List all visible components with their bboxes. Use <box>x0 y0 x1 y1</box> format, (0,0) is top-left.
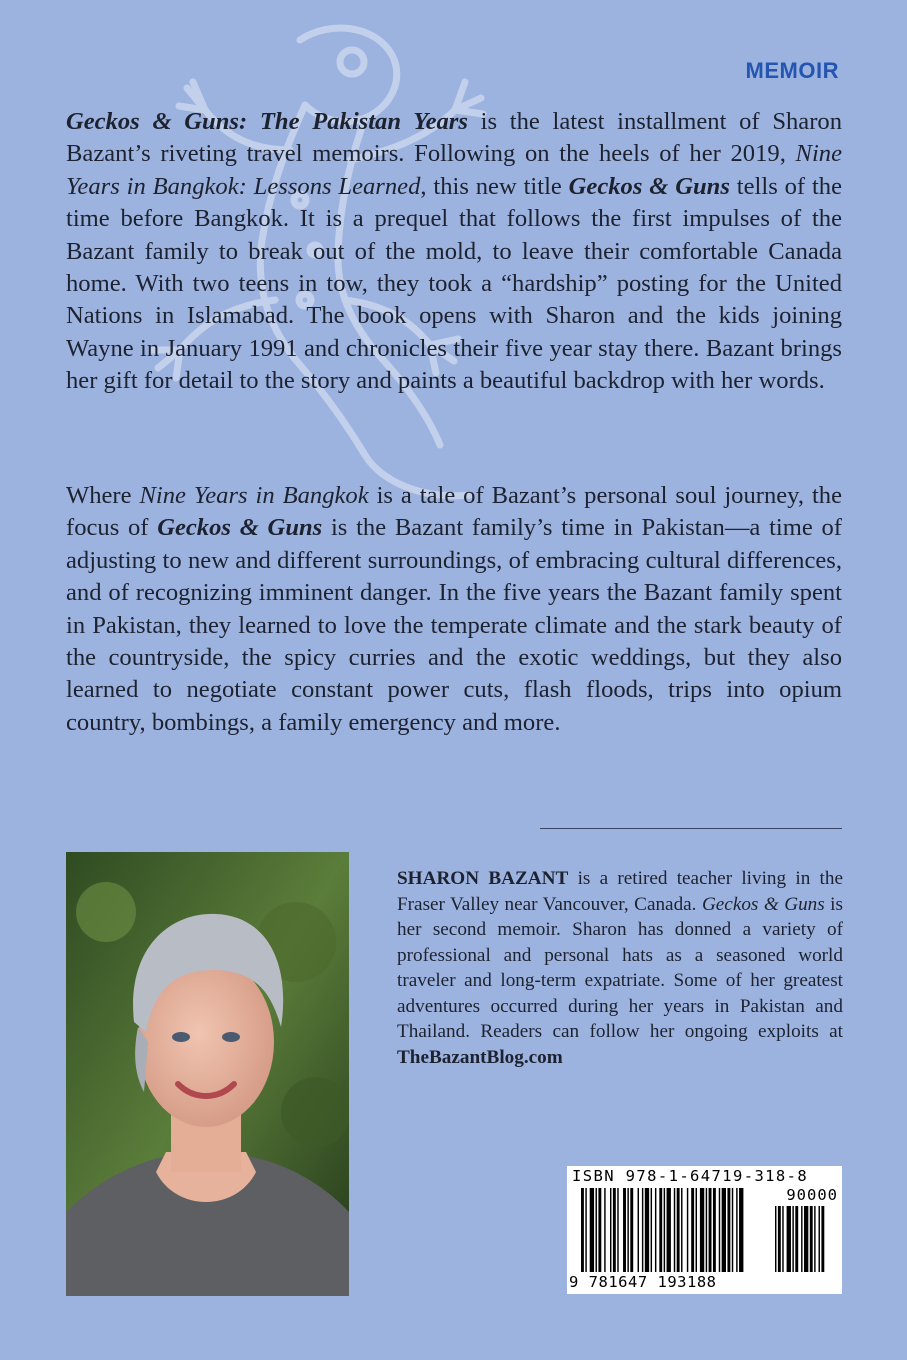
barcode-digits: 9 781647 193188 <box>569 1273 717 1291</box>
category-label: MEMOIR <box>745 58 839 83</box>
divider-rule <box>540 828 842 829</box>
blurb-paragraph-2: Where Nine Years in Bangkok is a tale of Bazant’s personal soul journey, the focus of Geckos & Guns is the Bazant family’s time in Pakistan—a time of adjusting to new and different surroundings, of embracing cultural differences, and of recognizing imminent danger. In the five years the Bazant family spent in Pakistan, they learned to love the temperate climate and the stark beauty of the countryside, the spicy curries and the exotic weddings, but they also learned to negotiate constant power cuts, flash floods, trips into opium country, bombings, a family emergency and more. <box>66 482 843 736</box>
author-website: TheBazantBlog.com <box>397 1046 563 1068</box>
isbn-text: ISBN 978-1-64719-318-8 <box>572 1167 809 1185</box>
blurb-paragraph-1: Geckos & Guns: The Pakistan Years is the latest installment of Sharon Bazant’s riveting travel memoirs. Following on the heels of her 2019, Nine Years in Bangkok: Lessons Learned, this new title Geckos & Guns tells of the time before Bangkok. It is a prequel that follows the first impulses of the Bazant family to break out of the mold, to leave their comfortable Canada home. With two teens in tow, they took a “hardship” posting for the United Nations in Islamabad. The book opens with Sharon and the kids joining Wayne in January 1991 and chronicles their five year stay there. Bazant brings her gift for detail to the story and paints a beautiful backdrop with her words. <box>66 108 842 395</box>
book-title: Geckos & Guns: The Pakistan Years <box>66 108 468 135</box>
book-short-title: Geckos & Guns <box>157 514 323 542</box>
price-code: 90000 <box>786 1186 838 1204</box>
previous-book-title: Nine Years in Bangkok <box>139 482 369 509</box>
author-photo <box>66 852 349 1296</box>
isbn-barcode <box>567 1166 842 1294</box>
author-name: SHARON BAZANT <box>397 868 569 889</box>
previous-book-title: Nine Years in Bangkok: Lessons Learned <box>66 140 842 200</box>
book-short-title: Geckos & Guns <box>568 172 730 200</box>
book-short-title: Geckos & Guns <box>701 893 825 915</box>
author-bio: SHARON BAZANT is a retired teacher living in the Fraser Valley near Vancouver, Canada. Geckos & Guns is her second memoir. Sharon has donned a variety of professional and personal hats as a seasoned world traveler and long-term expatriate. Some of her greatest adventures occurred during her years in Pakistan and Thailand. Readers can follow her ongoing exploits at TheBazantBlog.com <box>397 868 843 1068</box>
